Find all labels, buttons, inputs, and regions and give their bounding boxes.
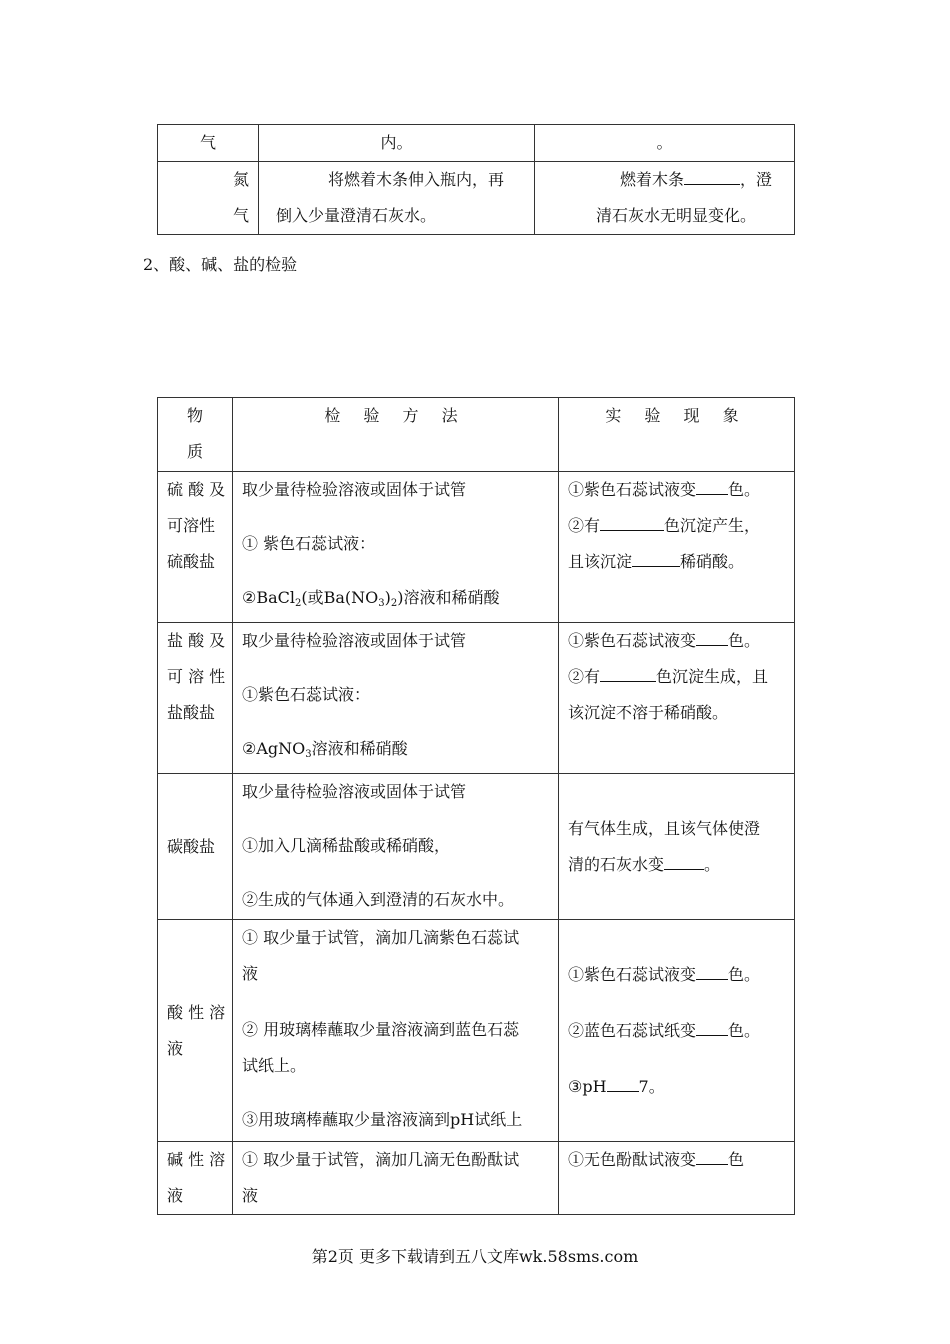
sulfuric-sub-1: 硫 酸 及	[167, 480, 226, 499]
acid-p-2a: ②蓝色石蕊试纸变	[568, 1020, 697, 1040]
carb-p-2a: 清的石灰水变	[568, 854, 665, 874]
carb-m-3: ②生成的气体通入到澄清的石灰水中。	[242, 890, 515, 909]
hcl-sub-2: 可 溶 性	[167, 667, 226, 686]
sulfuric-m-1: 取少量待检验溶液或固体于试管	[242, 480, 467, 499]
acidic-method	[233, 920, 559, 1142]
answer-blank[interactable]	[607, 1069, 639, 1092]
answer-blank[interactable]	[600, 659, 656, 682]
hcl-m-3	[242, 731, 549, 773]
answer-blank[interactable]	[600, 508, 664, 531]
sulfuric-m-3e: )	[384, 588, 391, 607]
nitrogen-ph-2: 清石灰水无明显变化。	[596, 206, 757, 225]
alk-p-1a: ①无色酚酞试液变	[568, 1150, 697, 1169]
sulfuric-m-3d: 3	[378, 598, 385, 609]
gas-test-table	[157, 124, 795, 235]
hcl-p-1b: 色。	[728, 631, 761, 650]
acidic-substance	[158, 920, 233, 1142]
sulfuric-m-3g: )溶液和稀硝酸	[397, 588, 500, 607]
carbonate-phenomenon	[559, 774, 795, 920]
acid-p-1b: 色。	[728, 964, 761, 984]
answer-blank[interactable]	[632, 544, 680, 567]
hcl-m-1: 取少量待检验溶液或固体于试管	[242, 631, 467, 650]
hydrochloric-method	[233, 623, 559, 774]
alk-m-1: ① 取少量于试管，滴加几滴无色酚酞试	[242, 1150, 520, 1169]
carb-p-2b: 。	[704, 854, 721, 874]
sulfuric-m-2: ① 紫色石蕊试液：	[242, 534, 376, 553]
carb-m-2: ①加入几滴稀盐酸或稀硝酸，	[242, 836, 451, 855]
alk-sub-1: 碱 性 溶	[167, 1150, 226, 1169]
sulfuric-p-1a: ①紫色石蕊试液变	[568, 480, 697, 499]
answer-blank[interactable]	[664, 847, 704, 870]
acid-m-5: ③用玻璃棒蘸取少量溶液滴到pH试纸上	[242, 1110, 523, 1129]
table-row	[158, 920, 795, 1142]
carb-p-1: 有气体生成，且该气体使澄	[568, 818, 761, 838]
sulfuric-method	[233, 472, 559, 623]
nitrogen-label-2: 气	[232, 206, 249, 225]
page-footer: 第2页 更多下载请到五八文库wk.58sms.com	[311, 1247, 639, 1266]
alk-m-2: 液	[242, 1186, 259, 1205]
hcl-m-3a: ②AgNO	[242, 739, 306, 758]
alkaline-phenomenon	[559, 1142, 795, 1215]
sulfuric-p-1b: 色。	[728, 480, 761, 499]
header-phenomenon	[559, 398, 795, 472]
carbonate-sub: 碳酸盐	[167, 836, 216, 856]
gas-method-text: 内。	[380, 133, 413, 152]
acid-m-1: ① 取少量于试管，滴加几滴紫色石蕊试	[242, 928, 520, 947]
hcl-p-3: 该沉淀不溶于稀硝酸。	[568, 703, 729, 722]
header-substance-2: 质	[186, 442, 203, 461]
hcl-p-2b: 色沉淀生成，且	[656, 667, 769, 686]
header-method-text: 检 验 方 法	[324, 406, 467, 425]
hydrochloric-substance	[158, 623, 233, 774]
sulfuric-p-3b: 稀硝酸。	[680, 552, 745, 571]
sulfuric-sub-3: 硫酸盐	[167, 552, 216, 571]
header-substance-1: 物	[186, 406, 203, 425]
hcl-m-2: ①紫色石蕊试液：	[242, 685, 371, 704]
acid-p-3b: 7。	[638, 1076, 665, 1096]
hcl-sub-1: 盐 酸 及	[167, 631, 226, 650]
table-row	[158, 774, 795, 920]
hcl-p-1a: ①紫色石蕊试液变	[568, 631, 697, 650]
answer-blank[interactable]	[696, 1142, 728, 1165]
sulfuric-m-3	[242, 580, 549, 622]
sulfuric-m-3a: ②BaCl	[242, 588, 295, 607]
table-row	[158, 472, 795, 623]
alkaline-substance	[158, 1142, 233, 1215]
acid-p-2b: 色。	[728, 1020, 761, 1040]
acid-m-4: 试纸上。	[242, 1056, 307, 1075]
alk-sub-2: 液	[167, 1186, 184, 1205]
nitrogen-method-1: 将燃着木条伸入瓶内，再	[328, 170, 505, 189]
nitrogen-ph-post: ，澄	[740, 170, 773, 189]
acid-p-3a: ③pH	[568, 1076, 607, 1096]
nitrogen-cell-method	[259, 162, 535, 235]
alkaline-method	[233, 1142, 559, 1215]
acidic-phenomenon	[559, 920, 795, 1142]
nitrogen-method-2: 倒入少量澄清石灰水。	[276, 206, 437, 225]
answer-blank[interactable]	[684, 162, 740, 185]
acid-base-salt-table	[157, 397, 795, 1215]
sulfuric-m-3b: 2	[295, 598, 302, 609]
header-phenomenon-text: 实 验 现 象	[605, 406, 748, 425]
nitrogen-cell-substance	[158, 162, 259, 235]
sulfuric-substance	[158, 472, 233, 623]
gas-cell-method	[259, 125, 535, 162]
hcl-p-2a: ②有	[568, 667, 601, 686]
answer-blank[interactable]	[696, 957, 728, 980]
acid-sub-1: 酸 性 溶	[167, 1002, 226, 1022]
carbonate-substance	[158, 774, 233, 920]
hcl-m-3b: 3	[305, 749, 312, 760]
hcl-m-3c: 溶液和稀硝酸	[311, 739, 408, 758]
section-title: 2、酸、碱、盐的检验	[143, 255, 298, 274]
acid-m-2: 液	[242, 964, 259, 983]
sulfuric-p-2b: 色沉淀产生，	[664, 516, 761, 535]
table-header-row	[158, 398, 795, 472]
acid-p-1a: ①紫色石蕊试液变	[568, 964, 697, 984]
carb-m-1: 取少量待检验溶液或固体于试管	[242, 782, 467, 801]
acid-sub-2: 液	[167, 1038, 184, 1058]
sulfuric-sub-2: 可溶性	[167, 516, 216, 535]
carbonate-method	[233, 774, 559, 920]
alk-p-1b: 色	[728, 1150, 745, 1169]
table-row	[158, 623, 795, 774]
gas-cell-phenomenon	[535, 125, 795, 162]
nitrogen-ph-pre: 燃着木条	[620, 170, 685, 189]
table-row	[158, 1142, 795, 1215]
gas-phenomenon-text: 。	[656, 133, 673, 152]
answer-blank[interactable]	[696, 472, 728, 495]
sulfuric-phenomenon	[559, 472, 795, 623]
hcl-sub-3: 盐酸盐	[167, 703, 216, 722]
nitrogen-label-1: 氮	[232, 170, 249, 189]
sulfuric-m-3c: (或Ba(NO	[301, 588, 379, 607]
answer-blank[interactable]	[696, 623, 728, 646]
answer-blank[interactable]	[696, 1013, 728, 1036]
sulfuric-m-3f: 2	[390, 598, 398, 609]
hydrochloric-phenomenon	[559, 623, 795, 774]
header-method	[233, 398, 559, 472]
sulfuric-p-3a: 且该沉淀	[568, 552, 633, 571]
sulfuric-p-2a: ②有	[568, 516, 601, 535]
nitrogen-cell-phenomenon	[535, 162, 795, 235]
header-substance	[158, 398, 233, 472]
gas-substance-text: 气	[199, 133, 216, 152]
gas-cell-substance	[158, 125, 259, 162]
acid-m-3: ② 用玻璃棒蘸取少量溶液滴到蓝色石蕊	[242, 1020, 520, 1039]
